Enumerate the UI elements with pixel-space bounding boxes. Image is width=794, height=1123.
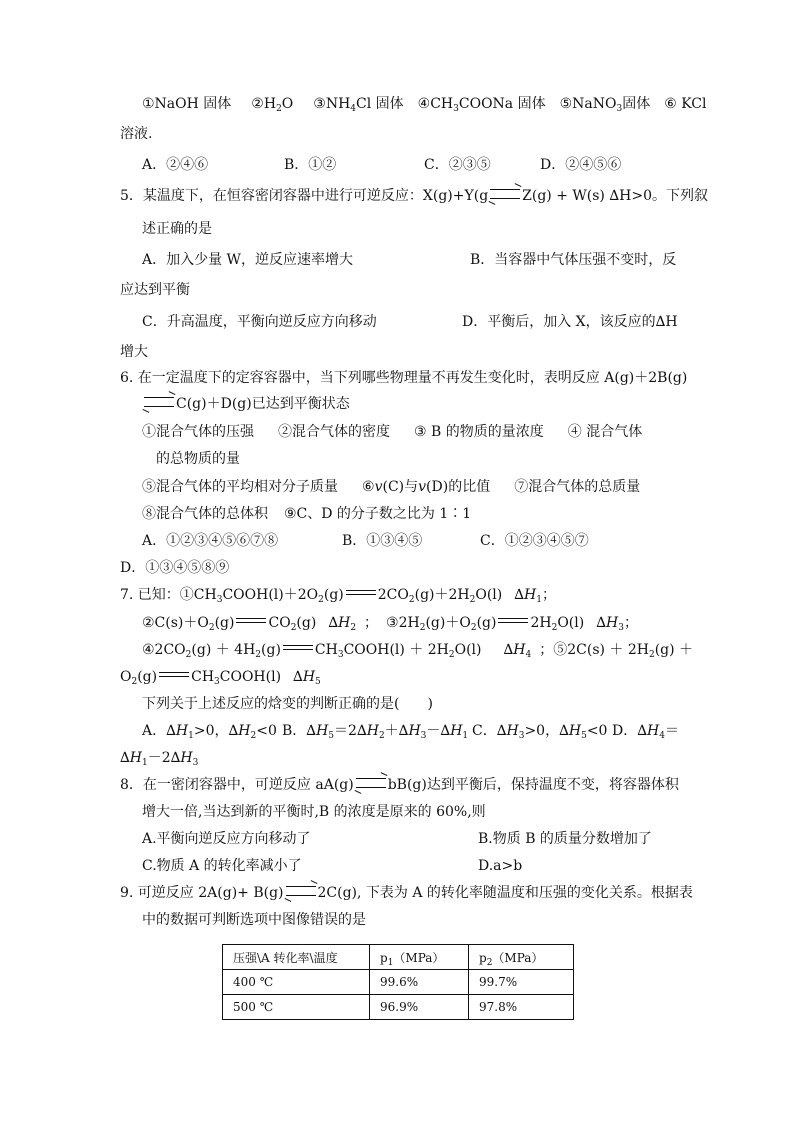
- text-span: 的总物质的量: [156, 451, 240, 467]
- text-span: COOH(l)＋2O: [222, 587, 319, 603]
- equals-sign-icon: [236, 618, 266, 623]
- text-span: ⑦混合气体的总质量: [514, 479, 641, 495]
- text-line: [142, 722, 679, 740]
- reversible-arrow-icon: [144, 397, 174, 407]
- text-line: [142, 313, 678, 331]
- subscript: 2: [378, 731, 385, 741]
- subscript: 3: [518, 731, 525, 741]
- text-span: D．①③④⑤⑧⑨: [120, 560, 230, 576]
- header-cell: [469, 945, 574, 970]
- text-span: C.物质 A 的转化率减小了: [142, 858, 302, 874]
- text-span: O(l): [475, 587, 503, 603]
- text-span: D.a>b: [478, 858, 523, 874]
- text-span: ∆: [293, 669, 303, 685]
- variable-text: H: [316, 723, 329, 739]
- text-line: [142, 532, 589, 550]
- text-span: ④2CO: [142, 642, 186, 658]
- text-line: [142, 614, 638, 632]
- text-span: COONa 固体: [458, 96, 546, 112]
- text-line: [120, 281, 190, 299]
- text-line: [120, 776, 679, 794]
- text-span: O(l): [557, 615, 585, 631]
- text-span: (g) ＋ 4H: [191, 642, 256, 658]
- subscript: 1: [462, 731, 469, 741]
- text-span: bB(g)达到平衡后，保持温度不变，将容器体积: [387, 777, 679, 793]
- variable-text: H: [605, 615, 619, 631]
- text-line: [120, 187, 708, 205]
- subscript: 2: [185, 650, 192, 660]
- subscript: 1: [387, 957, 394, 968]
- text-span: (g): [296, 615, 317, 631]
- text-line: [120, 343, 148, 361]
- text-span: B．∆: [282, 723, 317, 739]
- text-line: [120, 668, 321, 686]
- subscript: 2: [469, 595, 476, 605]
- subscript: 2: [255, 650, 262, 660]
- text-span: 2H: [530, 615, 552, 631]
- text-span: (g)＋O: [425, 615, 471, 631]
- table-cell: 500 ℃: [223, 995, 370, 1020]
- subscript: 2: [276, 104, 282, 114]
- text-span: 溶液.: [120, 126, 153, 142]
- variable-text: H: [129, 750, 142, 766]
- text-span: 述正确的是: [142, 221, 212, 237]
- text-span: （MPa）: [492, 950, 544, 965]
- text-span: B．当容器中气体压强不变时，反: [470, 252, 677, 268]
- text-span: A.平衡向逆反应方向移动了: [142, 831, 311, 847]
- text-line: [142, 251, 676, 269]
- text-span: －∆: [426, 723, 451, 739]
- subscript: 3: [420, 731, 427, 741]
- variable-text: H: [338, 615, 351, 631]
- text-line: [120, 749, 198, 767]
- text-span: 固体: [622, 96, 651, 112]
- text-span: A．加入少量 W，逆反应速率增大: [142, 252, 353, 268]
- text-span: p: [479, 950, 487, 965]
- text-span: (g)＋2H: [414, 587, 470, 603]
- text-span: (g) ＋: [654, 642, 694, 658]
- text-span: (g): [137, 669, 158, 685]
- text-span: B．①③④⑤: [342, 533, 423, 549]
- text-span: O(l): [454, 642, 482, 658]
- subscript: 4: [659, 731, 665, 741]
- subscript: 2: [648, 650, 655, 660]
- text-span: (g): [261, 642, 281, 658]
- subscript: 2: [290, 623, 297, 633]
- subscript: 2: [318, 595, 324, 605]
- text-span: ＋∆: [384, 723, 409, 739]
- variable-text: H: [450, 723, 463, 739]
- subscript: 3: [337, 650, 344, 660]
- text-span: ②混合气体的密度: [278, 424, 390, 440]
- text-line: [142, 505, 471, 523]
- text-span: 压强\A 转化率\温度: [233, 950, 338, 965]
- text-line: [142, 95, 707, 113]
- text-line: [120, 125, 152, 143]
- text-span: COOH(l): [219, 669, 282, 685]
- text-span: Z(g) + W(s) ∆H>0。下列叙: [522, 188, 708, 204]
- subscript: 2: [208, 623, 215, 633]
- text-span: ②C(s)＋O: [142, 615, 209, 631]
- text-span: C．升高温度，平衡向逆反应方向移动: [142, 314, 377, 330]
- text-span: C(g)＋D(g)已达到平衡状态: [176, 396, 350, 412]
- text-span: ②H: [251, 96, 277, 112]
- text-span: ∆: [120, 750, 130, 766]
- subscript: 3: [618, 623, 624, 633]
- text-span: (g): [476, 615, 497, 631]
- reversible-arrow-icon: [356, 778, 386, 788]
- header-cell: [370, 945, 469, 970]
- subscript: 2: [419, 623, 426, 633]
- variable-text: H: [524, 587, 537, 603]
- text-span: D．平衡后，加入 X，该反应的∆H: [462, 314, 678, 330]
- subscript: 4: [350, 104, 357, 114]
- text-line: [142, 695, 433, 713]
- subscript: 2: [408, 595, 415, 605]
- variable-text: v: [418, 479, 427, 495]
- subscript: 1: [536, 595, 542, 605]
- variable-text: H: [366, 723, 379, 739]
- variable-text: H: [568, 723, 582, 739]
- text-span: ⑤NaNO: [559, 96, 617, 112]
- text-span: >0，∆: [193, 723, 239, 739]
- text-span: 2CO: [377, 587, 409, 603]
- text-span: ①NaOH 固体: [142, 96, 232, 112]
- text-line: [156, 450, 240, 468]
- text-span: B.物质 B 的质量分数增加了: [478, 831, 652, 847]
- text-span: (g): [214, 615, 235, 631]
- text-span: Cl 固体: [356, 96, 404, 112]
- text-span: C．①②③④⑤⑦: [480, 533, 589, 549]
- subscript: 1: [188, 731, 194, 741]
- equals-sign-icon: [346, 590, 376, 595]
- text-span: ⑥: [362, 479, 375, 495]
- text-span: ∆: [514, 587, 525, 603]
- text-span: A．②④⑥: [142, 157, 209, 173]
- text-span: O: [281, 96, 294, 112]
- equals-sign-icon: [498, 618, 528, 623]
- text-span: CH: [191, 669, 215, 685]
- header-cell: [223, 945, 370, 970]
- reversible-arrow-icon: [490, 189, 520, 199]
- text-span: CO: [268, 615, 291, 631]
- table-cell: 99.6%: [370, 970, 469, 995]
- text-span: 7. 已知：①CH: [120, 587, 217, 603]
- subscript: 2: [486, 957, 493, 968]
- subscript: 2: [551, 623, 558, 633]
- subscript: 4: [525, 650, 532, 660]
- text-span: 6. 在一定温度下的定容容器中，当下列哪些物理量不再发生变化时，表明反应 A(g)＋2B(g): [120, 370, 688, 386]
- text-span: p: [380, 950, 388, 965]
- subscript: 2: [350, 623, 357, 633]
- table-cell: 400 ℃: [223, 970, 370, 995]
- text-span: ③NH: [313, 96, 351, 112]
- table-cell: 97.8%: [469, 995, 574, 1020]
- text-span: ＝2∆: [334, 723, 367, 739]
- text-span: （MPa）: [393, 950, 445, 965]
- text-span: －2∆: [147, 750, 181, 766]
- text-span: A．∆: [142, 723, 176, 739]
- table-row: [223, 995, 574, 1020]
- text-span: <0: [256, 723, 277, 739]
- text-line: [142, 395, 350, 413]
- subscript: 2: [250, 731, 257, 741]
- table-cell: 99.7%: [469, 970, 574, 995]
- text-span: ∆: [328, 615, 339, 631]
- text-span: ∆: [503, 642, 514, 658]
- text-span: (g): [323, 587, 344, 603]
- text-span: B．①②: [284, 157, 337, 173]
- text-span: ①混合气体的压强: [142, 424, 254, 440]
- text-span: ⑤2C(s) ＋ 2H: [553, 642, 649, 658]
- subscript: 3: [214, 677, 220, 687]
- subscript: 5: [315, 677, 321, 687]
- text-span: ⑨C、D 的分子数之比为 1∶1: [284, 506, 472, 522]
- text-span: 9. 可逆反应 2A(g)+ B(g): [120, 885, 284, 901]
- text-span: ；: [623, 615, 638, 631]
- text-span: CH: [314, 642, 338, 658]
- text-span: D．∆: [612, 723, 647, 739]
- text-line: [142, 803, 486, 821]
- text-span: 8．在一密闭容器中，可逆反应 aA(g): [120, 777, 354, 793]
- text-span: 应达到平衡: [120, 282, 190, 298]
- text-span: <0: [586, 723, 608, 739]
- text-span: ⑥ KCl: [664, 96, 707, 112]
- variable-text: v: [374, 479, 383, 495]
- text-span: ∆: [596, 615, 606, 631]
- text-span: C．②③⑤: [424, 157, 491, 173]
- text-span: ③2H: [386, 615, 420, 631]
- text-span: ＝: [664, 723, 679, 739]
- conversion-rate-table: [222, 944, 574, 1020]
- subscript: 3: [453, 104, 459, 114]
- text-span: ；: [364, 615, 379, 631]
- text-span: O: [120, 669, 132, 685]
- equals-sign-icon: [159, 672, 189, 677]
- text-span: C．∆: [472, 723, 507, 739]
- text-line: [142, 156, 621, 174]
- reversible-arrow-icon: [286, 886, 316, 896]
- text-line: [142, 423, 642, 441]
- subscript: 3: [192, 758, 199, 768]
- table-cell: 96.9%: [370, 995, 469, 1020]
- text-line: [142, 478, 640, 496]
- text-span: ⑤混合气体的平均相对分子质量: [142, 479, 338, 495]
- text-span: (C)与: [382, 479, 419, 495]
- variable-text: H: [647, 723, 660, 739]
- text-span: 下列关于上述反应的焓变的判断正确的是( ): [142, 696, 433, 712]
- text-span: (D)的比值: [426, 479, 491, 495]
- table-header-row: [223, 945, 574, 970]
- variable-text: H: [302, 669, 316, 685]
- text-span: COOH(l) ＋ 2H: [343, 642, 449, 658]
- text-line: [142, 830, 652, 848]
- variable-text: H: [408, 723, 421, 739]
- variable-text: H: [180, 750, 193, 766]
- text-span: A．①②③④⑤⑥⑦⑧: [142, 533, 279, 549]
- text-span: >0，∆: [524, 723, 569, 739]
- subscript: 1: [142, 758, 148, 768]
- subscript: 3: [216, 595, 223, 605]
- text-span: D．②④⑤⑥: [540, 157, 622, 173]
- text-span: 增大一倍,当达到新的平衡时,B 的浓度是原来的 60%,则: [142, 804, 486, 820]
- subscript: 3: [616, 104, 623, 114]
- text-span: 2C(g), 下表为 A 的转化率随温度和压强的变化关系。根据表: [317, 885, 693, 901]
- text-span: ；: [539, 642, 554, 658]
- text-line: [142, 857, 522, 875]
- text-span: 增大: [120, 344, 148, 360]
- variable-text: H: [238, 723, 251, 739]
- subscript: 2: [131, 677, 138, 687]
- subscript: 5: [581, 731, 587, 741]
- table-row: [223, 970, 574, 995]
- text-line: [142, 220, 212, 238]
- text-span: ④ 混合气体: [567, 424, 643, 440]
- text-span: ；: [541, 587, 556, 603]
- text-line: [120, 369, 687, 387]
- equals-sign-icon: [283, 645, 313, 650]
- text-span: ④CH: [417, 96, 454, 112]
- text-span: 5．某温度下，在恒容密闭容器中进行可逆反应：X(g)+Y(g: [120, 188, 489, 204]
- subscript: 2: [470, 623, 477, 633]
- text-span: ③ B 的物质的量浓度: [414, 424, 544, 440]
- text-line: [120, 586, 556, 604]
- text-line: [120, 559, 229, 577]
- variable-text: H: [513, 642, 526, 658]
- text-span: 中的数据可判断选项中图像错误的是: [142, 912, 366, 928]
- variable-text: H: [506, 723, 519, 739]
- variable-text: H: [175, 723, 189, 739]
- text-span: ⑧混合气体的总体积: [142, 506, 268, 522]
- text-line: [142, 641, 693, 659]
- subscript: 2: [448, 650, 455, 660]
- text-line: [120, 884, 693, 902]
- subscript: 5: [328, 731, 335, 741]
- text-line: [142, 911, 366, 929]
